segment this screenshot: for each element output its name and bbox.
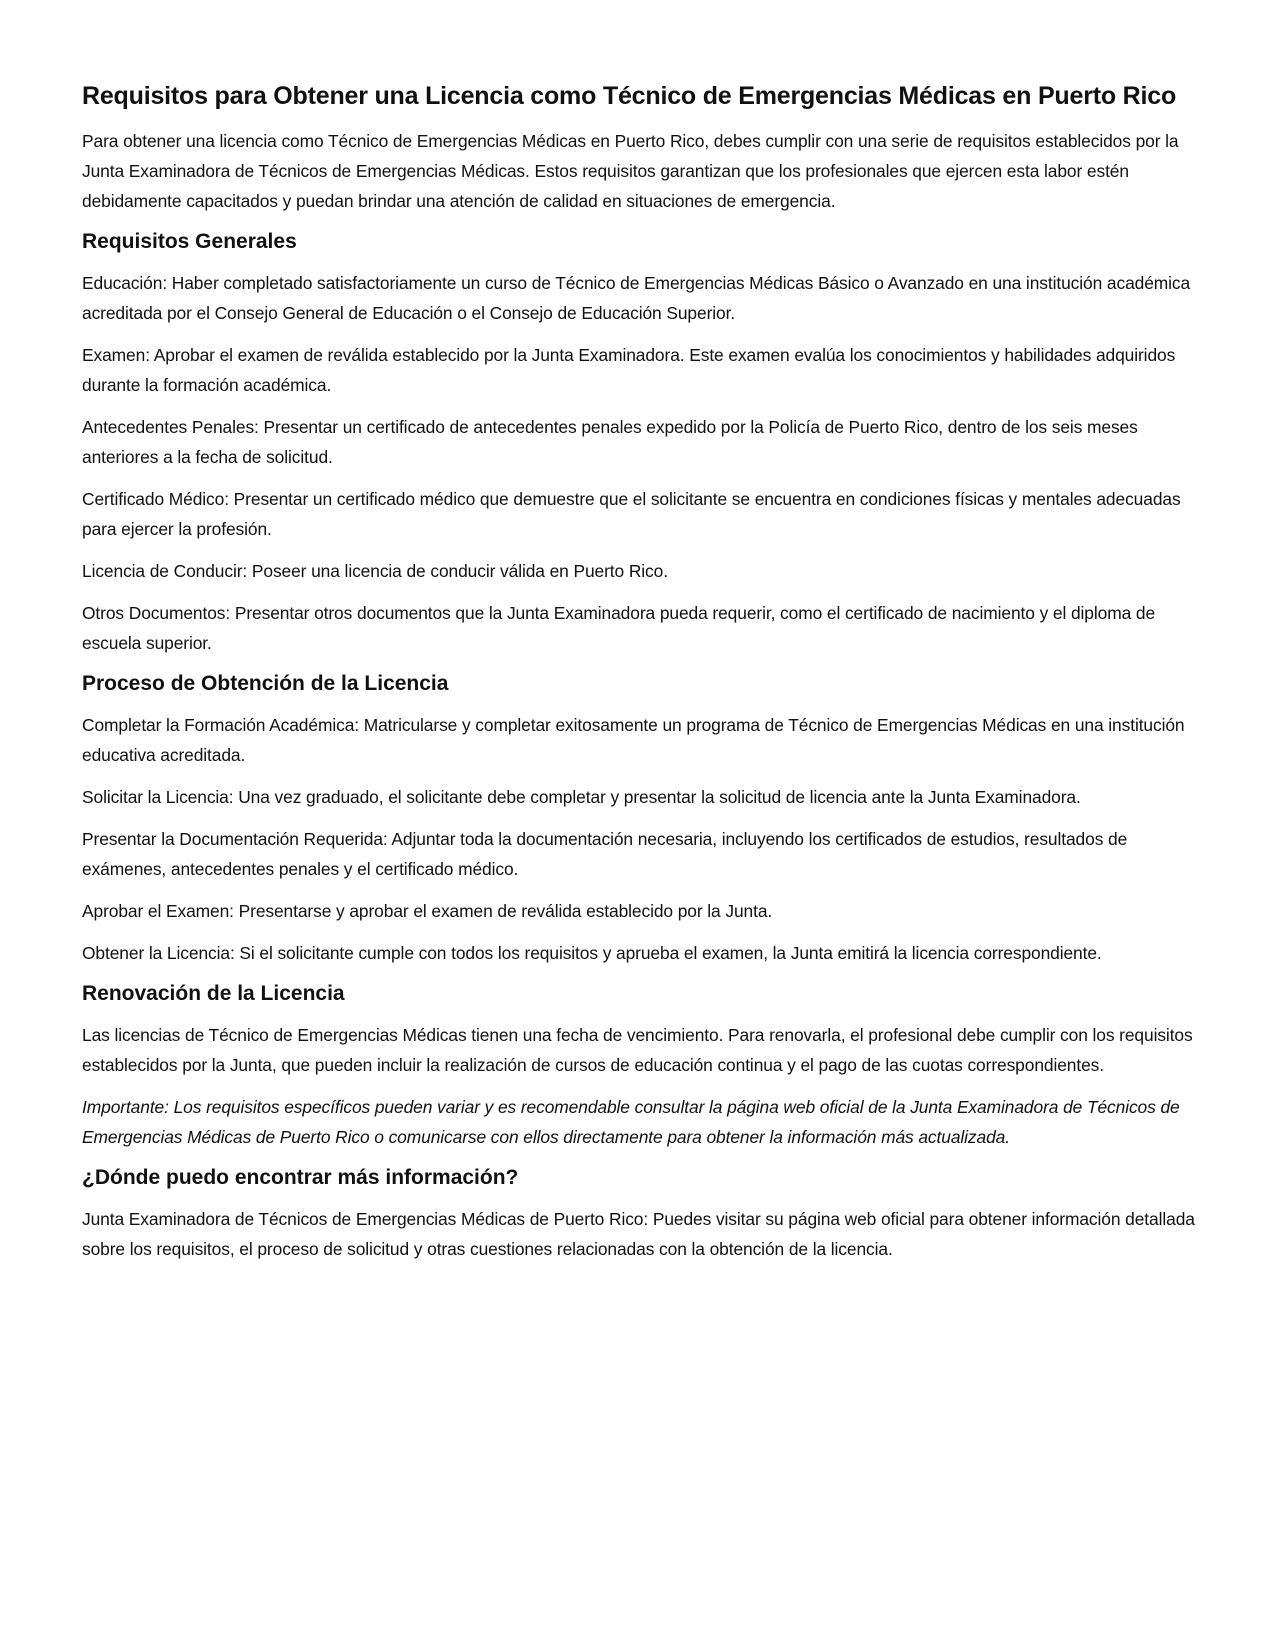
section-mas-informacion — [82, 1164, 1200, 1264]
section-renovacion — [82, 980, 1200, 1152]
step-documentacion: Presentar la Documentación Requerida: Adjuntar toda la documentación necesaria, incluyendo los certificados de estudios, resultados de exámenes, antecedentes penales y el certificado médico. — [82, 829, 1128, 879]
important-note: Importante: Los requisitos específicos pueden variar y es recomendable consultar la página web oficial de la Junta Examinadora de Técnicos de Emergencias Médicas de Puerto Rico o comunicarse con ellos directamente para obtener la información más actualizada. — [82, 1097, 1180, 1147]
info-paragraph: Junta Examinadora de Técnicos de Emergencias Médicas de Puerto Rico: Puedes visitar su página web oficial para obtener información detallada sobre los requisitos, el proceso de solicitud y otras cuestiones relacionadas con la obtención de la licencia. — [82, 1209, 1195, 1259]
renewal-paragraph: Las licencias de Técnico de Emergencias Médicas tienen una fecha de vencimiento. Para renovarla, el profesional debe cumplir con los requisitos establecidos por la Junta, que pueden incluir la realización de cursos de educación continua y el pago de las cuotas correspondientes. — [82, 1025, 1193, 1075]
section-heading: ¿Dónde puedo encontrar más información? — [82, 1166, 519, 1189]
step-examen: Aprobar el Examen: Presentarse y aprobar el examen de reválida establecido por la Junta. — [82, 901, 773, 921]
section-heading: Requisitos Generales — [82, 230, 297, 253]
section-requisitos-generales — [82, 228, 1200, 658]
section-heading: Renovación de la Licencia — [82, 982, 345, 1005]
section-heading: Proceso de Obtención de la Licencia — [82, 672, 449, 695]
step-formacion: Completar la Formación Académica: Matricularse y completar exitosamente un programa de Técnico de Emergencias Médicas en una institución educativa acreditada. — [82, 715, 1185, 765]
requirement-educacion: Educación: Haber completado satisfactoriamente un curso de Técnico de Emergencias Médicas Básico o Avanzado en una institución académica acreditada por el Consejo General de Educación o el Consejo de Educación Superior. — [82, 273, 1191, 323]
requirement-antecedentes: Antecedentes Penales: Presentar un certificado de antecedentes penales expedido por la Policía de Puerto Rico, dentro de los seis meses anteriores a la fecha de solicitud. — [82, 417, 1138, 467]
document-page — [82, 80, 1200, 1276]
requirement-examen: Examen: Aprobar el examen de reválida establecido por la Junta Examinadora. Este examen evalúa los conocimientos y habilidades adquiridos durante la formación académica. — [82, 345, 1176, 395]
section-proceso — [82, 670, 1200, 968]
requirement-otros-documentos: Otros Documentos: Presentar otros documentos que la Junta Examinadora pueda requerir, como el certificado de nacimiento y el diploma de escuela superior. — [82, 603, 1156, 653]
step-solicitar: Solicitar la Licencia: Una vez graduado, el solicitante debe completar y presentar la solicitud de licencia ante la Junta Examinadora. — [82, 787, 1081, 807]
intro-paragraph: Para obtener una licencia como Técnico de Emergencias Médicas en Puerto Rico, debes cumplir con una serie de requisitos establecidos por la Junta Examinadora de Técnicos de Emergencias Médicas. Estos requisitos garantizan que los profesionales que ejercen esta labor estén debidamente capacitados y puedan brindar una atención de calidad en situaciones de emergencia. — [82, 131, 1179, 211]
step-obtener: Obtener la Licencia: Si el solicitante cumple con todos los requisitos y aprueba el examen, la Junta emitirá la licencia correspondiente. — [82, 943, 1102, 963]
document-title: Requisitos para Obtener una Licencia como Técnico de Emergencias Médicas en Puerto Rico — [82, 82, 1177, 110]
requirement-licencia-conducir: Licencia de Conducir: Poseer una licencia de conducir válida en Puerto Rico. — [82, 561, 668, 581]
requirement-certificado-medico: Certificado Médico: Presentar un certificado médico que demuestre que el solicitante se encuentra en condiciones físicas y mentales adecuadas para ejercer la profesión. — [82, 489, 1181, 539]
